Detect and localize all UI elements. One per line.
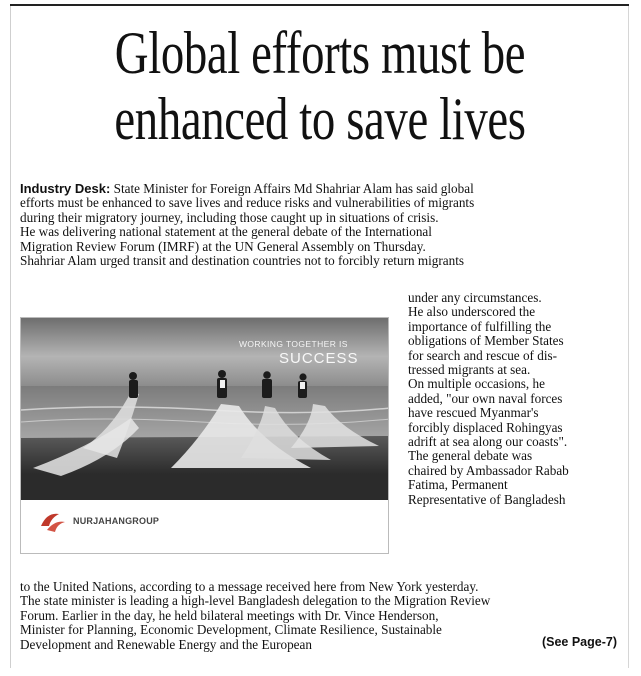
article-line: He also underscored the (408, 304, 536, 320)
ad-tagline: WORKING TOGETHER IS (239, 339, 348, 349)
ad-headline: SUCCESS (279, 350, 359, 367)
top-rule (10, 4, 629, 6)
article-line-text: State Minister for Foreign Affairs Md Shahriar Alam has said global (113, 181, 474, 196)
desk-label: Industry Desk: (20, 181, 111, 196)
ad-brand-logo (37, 508, 187, 534)
article-line: chaired by Ambassador Rabab (408, 462, 569, 478)
article-body-top (20, 182, 620, 268)
advertisement-photo (20, 317, 389, 554)
headline-line-2: enhanced to save lives (114, 86, 526, 152)
article-line (20, 182, 620, 196)
article-line: Development and Renewable Energy and the European (20, 636, 312, 652)
article-line: added, "our own naval forces (408, 390, 563, 406)
article-line: Migration Review Forum (IMRF) at the UN General Assembly on Thursday. (20, 238, 426, 254)
article-line: Minister for Planning, Economic Development, Climate Resilience, Sustainable (20, 622, 442, 638)
article-line: under any circumstances. (408, 290, 542, 305)
article-line: The general debate was (408, 448, 533, 464)
article-line: Fatima, Permanent (408, 477, 508, 493)
article-line: efforts must be enhanced to save lives and reduce risks and vulnerabilities of migrants (20, 195, 475, 211)
article-line: Representative of Bangladesh (408, 491, 566, 507)
article-line: to the United Nations, according to a message received here from New York yesterday. (20, 579, 479, 594)
article-body-bottom (20, 580, 620, 652)
article-line: tressed migrants at sea. (408, 362, 531, 378)
article-body-right-column (408, 291, 622, 507)
article-line: He was delivering national statement at the general debate of the International (20, 224, 432, 240)
article-line: Forum. Earlier in the day, he held bilateral meetings with Dr. Vince Henderson, (20, 607, 439, 623)
article-line: obligations of Member States (408, 333, 564, 349)
article-line: Shahriar Alam urged transit and destination countries not to forcibly return migrants (20, 253, 465, 269)
article-line: during their migratory journey, including those caught up in situations of crisis. (20, 209, 439, 225)
brand-swirl-icon (37, 508, 69, 534)
headline (81, 20, 558, 152)
article-line: forcibly displaced Rohingyas (408, 419, 563, 435)
article-line: The state minister is leading a high-level Bangladesh delegation to the Migration Review (20, 593, 491, 609)
article-line: importance of fulfilling the (408, 318, 552, 334)
continuation-link[interactable]: (See Page-7) (541, 635, 617, 649)
article-line: On multiple occasions, he (408, 376, 545, 392)
article-line: adrift at sea along our coasts". (408, 434, 568, 450)
headline-line-1: Global efforts must be (114, 20, 526, 86)
article-line: have rescued Myanmar's (408, 405, 539, 421)
ad-brand-name: NURJAHANGROUP (73, 516, 160, 526)
article-line: for search and rescue of dis- (408, 347, 558, 363)
